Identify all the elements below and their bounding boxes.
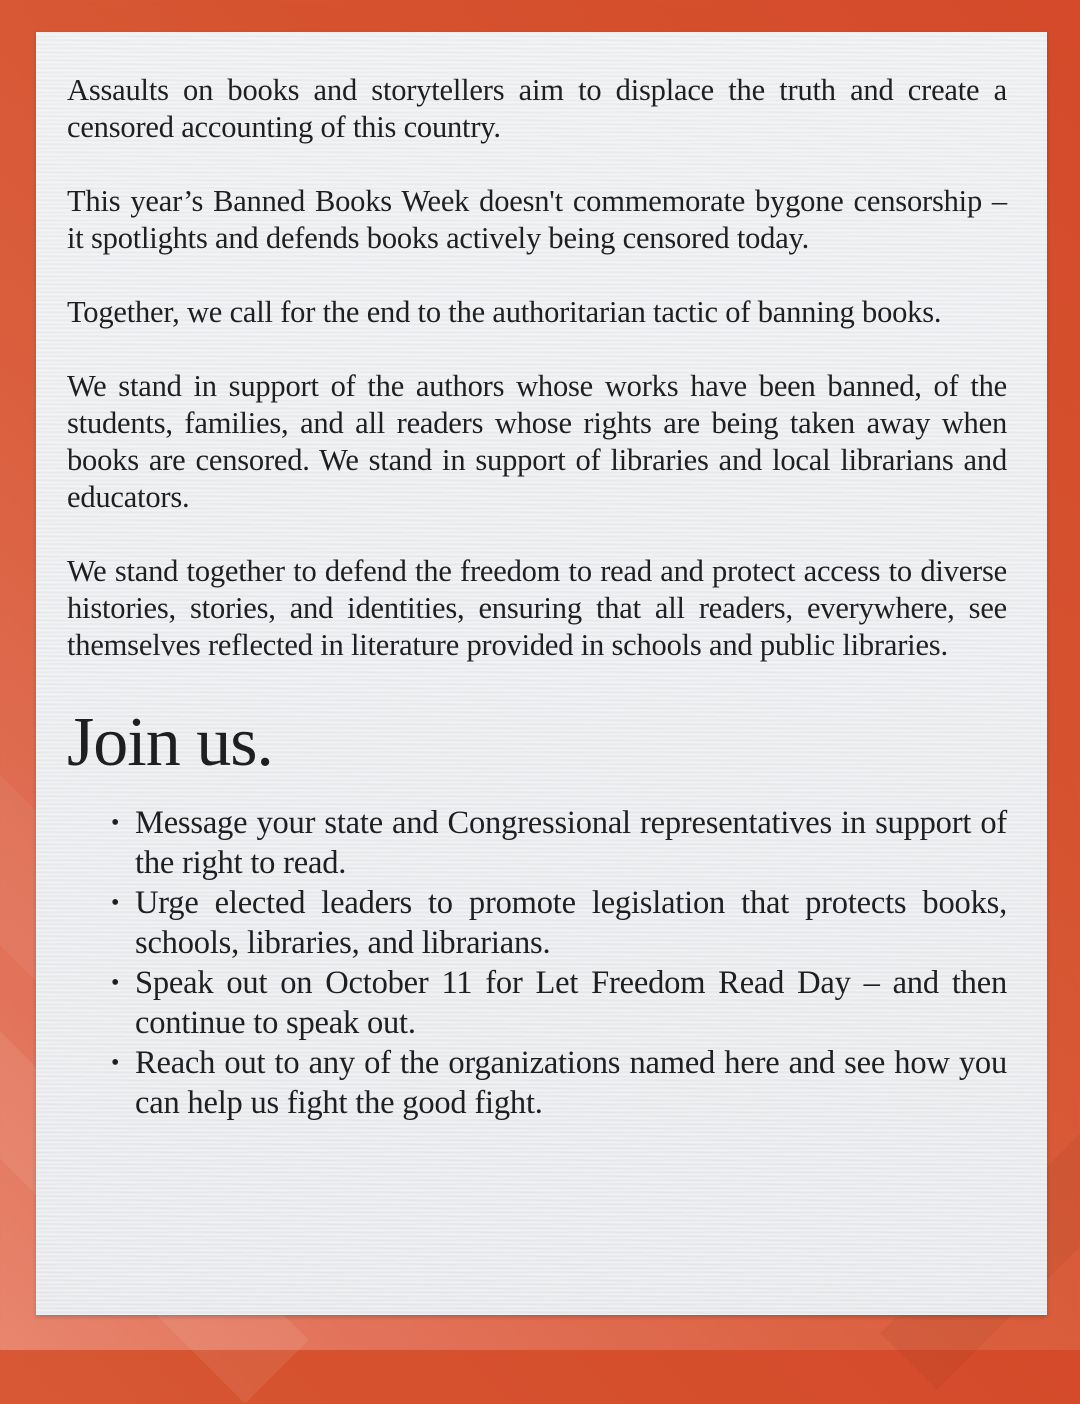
call-to-end-paragraph: Together, we call for the end to the authoritarian tactic of banning books. [67,295,942,329]
bullet-icon: • [111,1050,120,1076]
freedom-to-read-paragraph: We stand together to defend the freedom to read and protect access to diverse histories, stories, and identities, ensuring that all readers, everywhere, see themselves reflected in literature provided in schools and public libraries. [67,554,1007,662]
action-list [67,803,1007,1123]
banned-books-week-paragraph: This year’s Banned Books Week doesn't commemorate bygone censorship – it spotlights and defends books actively being censored today. [67,184,1007,255]
action-item-text: Speak out on October 11 for Let Freedom Read Day – and then continue to speak out. [135,965,1007,1041]
bullet-icon: • [111,970,120,996]
action-item-text: Urge elected leaders to promote legislation that protects books, schools, libraries, and librarians. [135,885,1007,961]
bullet-icon: • [111,890,120,916]
join-us-heading: Join us. [67,704,273,781]
action-item-text: Reach out to any of the organizations named here and see how you can help us fight the good fight. [135,1045,1007,1121]
action-item [111,883,1007,963]
paper-card [36,32,1047,1315]
action-item [111,963,1007,1043]
action-item-text: Message your state and Congressional representatives in support of the right to read. [135,805,1007,881]
bullet-icon: • [111,810,120,836]
action-item [111,1043,1007,1123]
intro-paragraph: Assaults on books and storytellers aim to displace the truth and create a censored accounting of this country. [67,73,1007,144]
support-paragraph: We stand in support of the authors whose works have been banned, of the students, families, and all readers whose rights are being taken away when books are censored. We stand in support of libraries and local librarians and educators. [67,369,1007,514]
action-item [111,803,1007,883]
